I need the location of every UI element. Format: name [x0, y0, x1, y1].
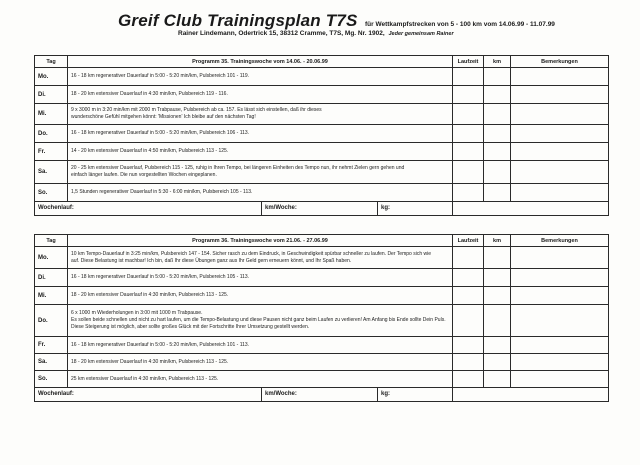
day-program: [68, 104, 453, 125]
table-row: [35, 184, 609, 202]
title-line: [118, 11, 555, 31]
table-row: [35, 354, 609, 371]
day-label: Fr.: [35, 337, 68, 354]
laufzeit-cell[interactable]: [453, 125, 484, 143]
day-label: Sa.: [35, 161, 68, 184]
day-program: [68, 161, 453, 184]
title-range: für Wettkampfstrecken von 5 - 100 km vom 14.06.99 - 11.07.99: [365, 21, 555, 28]
day-label: Mo.: [35, 68, 68, 86]
laufzeit-cell[interactable]: [453, 143, 484, 161]
day-label: Sa.: [35, 354, 68, 371]
day-program-line: 20 - 25 km extensiver Dauerlauf, Pulsbereich 115 - 125, ruhig in Ihren Tempo, bei längeren Einheiten des Tempo nun, ihr nehmt Zielen gern gehen und: [71, 165, 405, 171]
day-label: Di.: [35, 269, 68, 287]
day-label: Mi.: [35, 104, 68, 125]
day-program: 25 km extensiver Dauerlauf in 4:30 min/km, Pulsbereich 113 - 125.: [68, 371, 453, 388]
day-label: Fr.: [35, 143, 68, 161]
day-program-line: wunderschöne Gefühl mitgehen könnt: 'Missionen' Ich bleibe auf den nächsten Tag!: [71, 114, 256, 120]
col-header-day: Tag: [35, 56, 68, 68]
day-program: 16 - 18 km regenerativer Dauerlauf in 5:00 - 5:20 min/km, Pulsbereich 101 - 119.: [68, 68, 453, 86]
remarks-cell[interactable]: [511, 143, 609, 161]
km-cell[interactable]: [484, 86, 511, 104]
day-program: 1,5 Stunden regenerativer Dauerlauf in 5:30 - 6:00 min/km, Pulsbereich 105 - 113.: [68, 184, 453, 202]
day-program: [68, 305, 453, 337]
day-program: 14 - 20 km extensiver Dauerlauf in 4:50 min/km, Pulsbereich 113 - 125.: [68, 143, 453, 161]
km-cell[interactable]: [484, 287, 511, 305]
week-footer: [35, 202, 609, 216]
laufzeit-cell[interactable]: [453, 371, 484, 388]
day-label: Mi.: [35, 287, 68, 305]
day-program-line: 9 x 3000 m in 3:20 min/km mit 2000 m Trabpause, Pulsbereich ab ca. 157. Es lässt sich einstellen, daß ihr dieses: [71, 107, 322, 113]
remarks-cell[interactable]: [511, 104, 609, 125]
km-cell[interactable]: [484, 305, 511, 337]
km-cell[interactable]: [484, 143, 511, 161]
day-program: 16 - 18 km regenerativer Dauerlauf in 5:00 - 5:20 min/km, Pulsbereich 101 - 113.: [68, 337, 453, 354]
day-program-line: auf. Diese Belastung ist machbar! Ich bin, daß Ihr diese Übungen ganz aus Ihr Geld gern erneuern könnt, und Ihr Spaß haben.: [71, 257, 352, 264]
week-table-1: [34, 55, 609, 216]
table-row: [35, 143, 609, 161]
week-footer-left: [35, 388, 453, 402]
laufzeit-cell[interactable]: [453, 86, 484, 104]
week-program-title: Programm 35. Trainingswoche vom 14.06. - 20.06.99: [68, 56, 453, 68]
table-row: [35, 247, 609, 269]
km-cell[interactable]: [484, 161, 511, 184]
day-label: Do.: [35, 125, 68, 143]
table-row: [35, 287, 609, 305]
laufzeit-cell[interactable]: [453, 305, 484, 337]
km-cell[interactable]: [484, 269, 511, 287]
week-footer: [35, 388, 609, 402]
kg-label: kg:: [377, 388, 390, 401]
laufzeit-cell[interactable]: [453, 287, 484, 305]
day-program: 16 - 18 km regenerativer Dauerlauf in 5:00 - 5:20 min/km, Pulsbereich 106 - 113.: [68, 125, 453, 143]
author-address: Rainer Lindemann, Odertrick 15, 38312 Cramme, T7S, Mg. Nr. 1902,: [178, 30, 385, 37]
laufzeit-cell[interactable]: [453, 104, 484, 125]
day-program-line: einfach länger laufen. Die nun vorgestellten Wochen eingeplanen.: [71, 172, 217, 178]
kg-label: kg:: [377, 202, 390, 215]
day-program-line: 10 km Tempo-Dauerlauf in 3:25 min/km, Pulsbereich 147 - 154. Sicher rasch zu dem Eindruck, in Geschwindigkeit spürbar schneller zu laufen. Der Tempo sich wie: [71, 250, 431, 257]
table-row: [35, 104, 609, 125]
col-header-day: Tag: [35, 235, 68, 247]
author-note: Jeder gemeinsam Rainer: [388, 31, 454, 37]
laufzeit-cell[interactable]: [453, 354, 484, 371]
remarks-cell[interactable]: [511, 337, 609, 354]
remarks-cell[interactable]: [511, 184, 609, 202]
week-footer-right[interactable]: [453, 388, 609, 402]
remarks-cell[interactable]: [511, 247, 609, 269]
table-row: [35, 125, 609, 143]
col-header-remarks: Bemerkungen: [511, 56, 609, 68]
day-label: Di.: [35, 86, 68, 104]
day-program: 16 - 18 km regenerativer Dauerlauf in 5:00 - 5:20 min/km, Pulsbereich 105 - 113.: [68, 269, 453, 287]
table-row: [35, 161, 609, 184]
remarks-cell[interactable]: [511, 125, 609, 143]
col-header-km: km: [484, 235, 511, 247]
km-week-label: km/Woche:: [261, 202, 377, 215]
day-label: Mo.: [35, 247, 68, 269]
remarks-cell[interactable]: [511, 287, 609, 305]
laufzeit-cell[interactable]: [453, 269, 484, 287]
day-program-line: Diese Steigerung ist möglich, aber sollte großes Glück mit der Fortschritte Ihrer Umsetzung gestellt werden.: [71, 324, 310, 330]
week-footer-right[interactable]: [453, 202, 609, 216]
laufzeit-cell[interactable]: [453, 184, 484, 202]
day-program: 18 - 20 km extensiver Dauerlauf in 4:30 min/km, Pulsbereich 113 - 125.: [68, 287, 453, 305]
week-program-title: Programm 36. Trainingswoche vom 21.06. - 27.06.99: [68, 235, 453, 247]
km-cell[interactable]: [484, 247, 511, 269]
km-cell[interactable]: [484, 68, 511, 86]
day-program: [68, 247, 453, 269]
table-row: [35, 68, 609, 86]
day-label: So.: [35, 371, 68, 388]
week-total-label: Wochenlauf:: [38, 205, 74, 211]
week-total-label: Wochenlauf:: [38, 391, 74, 397]
page-title: Greif Club Trainingsplan T7S: [118, 11, 358, 30]
remarks-cell[interactable]: [511, 161, 609, 184]
remarks-cell[interactable]: [511, 269, 609, 287]
day-program-line: Es sollen beide schnellen und nicht zu hart laufen, um die Tempo-Belastung und diese Pausen nicht ganz beim Laufen zu verlieren! Am Anfang bis Ende sollte Dein Puls.: [71, 317, 446, 323]
km-cell[interactable]: [484, 337, 511, 354]
table-row: [35, 371, 609, 388]
day-label: Do.: [35, 305, 68, 337]
col-header-laufzeit: Laufzeit: [453, 56, 484, 68]
km-cell[interactable]: [484, 371, 511, 388]
table-row: [35, 305, 609, 337]
laufzeit-cell[interactable]: [453, 161, 484, 184]
km-cell[interactable]: [484, 125, 511, 143]
table-row: [35, 337, 609, 354]
laufzeit-cell[interactable]: [453, 247, 484, 269]
remarks-cell[interactable]: [511, 86, 609, 104]
week-table-2: [34, 234, 609, 402]
laufzeit-cell[interactable]: [453, 68, 484, 86]
remarks-cell[interactable]: [511, 371, 609, 388]
remarks-cell[interactable]: [511, 305, 609, 337]
laufzeit-cell[interactable]: [453, 337, 484, 354]
remarks-cell[interactable]: [511, 68, 609, 86]
day-program: 18 - 20 km extensiver Dauerlauf in 4:30 min/km, Pulsbereich 113 - 125.: [68, 354, 453, 371]
km-cell[interactable]: [484, 354, 511, 371]
remarks-cell[interactable]: [511, 354, 609, 371]
author-line: [178, 30, 454, 37]
table-row: [35, 86, 609, 104]
table-row: [35, 269, 609, 287]
week-footer-left: [35, 202, 453, 216]
day-label: So.: [35, 184, 68, 202]
km-week-label: km/Woche:: [261, 388, 377, 401]
km-cell[interactable]: [484, 104, 511, 125]
day-program: 18 - 20 km extensiver Dauerlauf in 4:30 min/km, Pulsbereich 119 - 116.: [68, 86, 453, 104]
km-cell[interactable]: [484, 184, 511, 202]
col-header-remarks: Bemerkungen: [511, 235, 609, 247]
day-program-line: 6 x 1000 m Wiederholungen in 3:00 mit 1000 m Trabpause.: [71, 310, 203, 316]
col-header-laufzeit: Laufzeit: [453, 235, 484, 247]
col-header-km: km: [484, 56, 511, 68]
